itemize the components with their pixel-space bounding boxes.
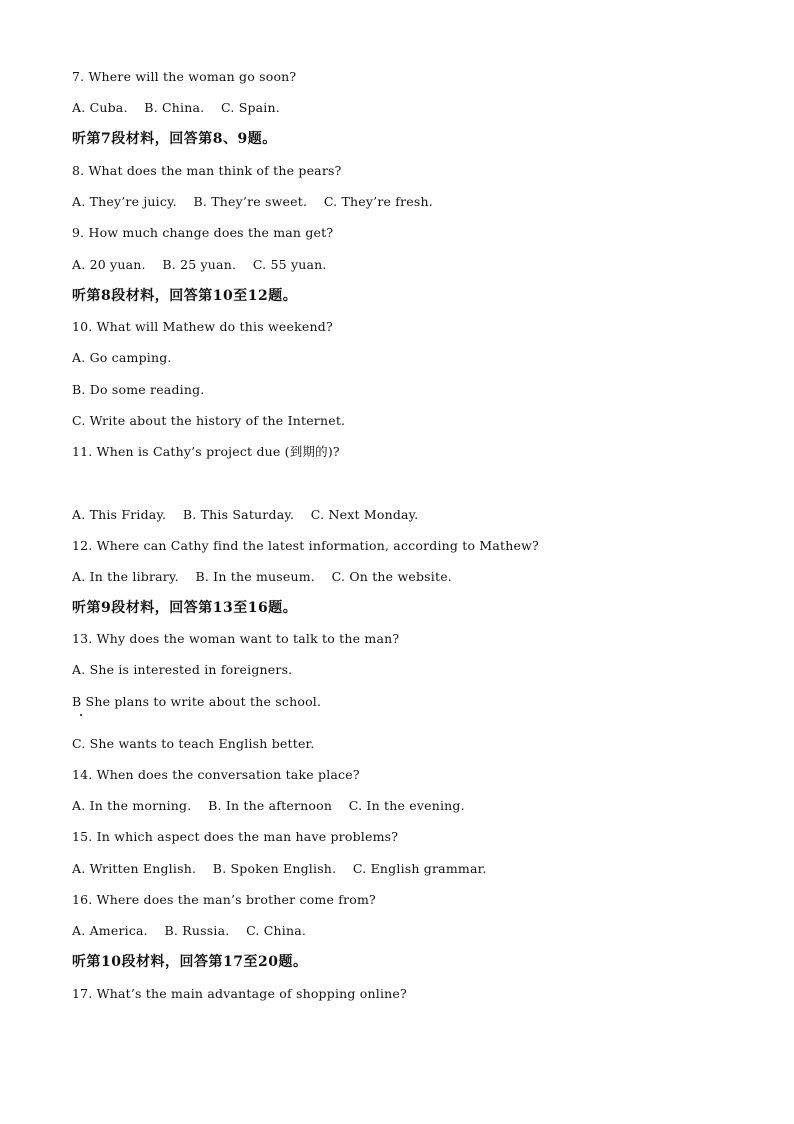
section-9-heading: 听第9段材料，回答第13至16题。 [72,600,298,616]
stray-dot [80,714,82,716]
q9-options: A. 20 yuan. B. 25 yuan. C. 55 yuan. [72,257,327,272]
q16: 16. Where does the man’s brother come from? [72,892,376,907]
q13: 13. Why does the woman want to talk to the man? [72,631,400,646]
q11: 11. When is Cathy’s project due (到期的)? [72,444,340,459]
q9: 9. How much change does the man get? [72,225,334,240]
q10-option-a: A. Go camping. [72,350,172,365]
q16-options: A. America. B. Russia. C. China. [72,923,307,938]
q13-option-c: C. She wants to teach English better. [72,736,315,751]
q10: 10. What will Mathew do this weekend? [72,319,333,334]
q13-option-a: A. She is interested in foreigners. [72,662,293,677]
q15: 15. In which aspect does the man have problems? [72,829,399,844]
q12: 12. Where can Cathy find the latest information, according to Mathew? [72,538,539,553]
q17: 17. What’s the main advantage of shopping online? [72,986,407,1001]
q10-option-c: C. Write about the history of the Internet. [72,413,346,428]
section-7-heading: 听第7段材料，回答第8、9题。 [72,131,277,147]
q8: 8. What does the man think of the pears? [72,163,342,178]
section-10-heading: 听第10段材料，回答第17至20题。 [72,954,308,970]
q11-options: A. This Friday. B. This Saturday. C. Next Monday. [72,507,419,522]
q7: 7. Where will the woman go soon? [72,69,297,84]
q10-option-b: B. Do some reading. [72,382,205,397]
q12-options: A. In the library. B. In the museum. C. On the website. [72,569,452,584]
q8-options: A. They’re juicy. B. They’re sweet. C. They’re fresh. [72,194,433,209]
q14: 14. When does the conversation take place? [72,767,360,782]
q13-option-b: B She plans to write about the school. [72,694,322,709]
section-8-heading: 听第8段材料，回答第10至12题。 [72,288,298,304]
q7-options: A. Cuba. B. China. C. Spain. [72,100,280,115]
q14-options: A. In the morning. B. In the afternoon C. In the evening. [72,798,465,813]
q15-options: A. Written English. B. Spoken English. C. English grammar. [72,861,487,876]
